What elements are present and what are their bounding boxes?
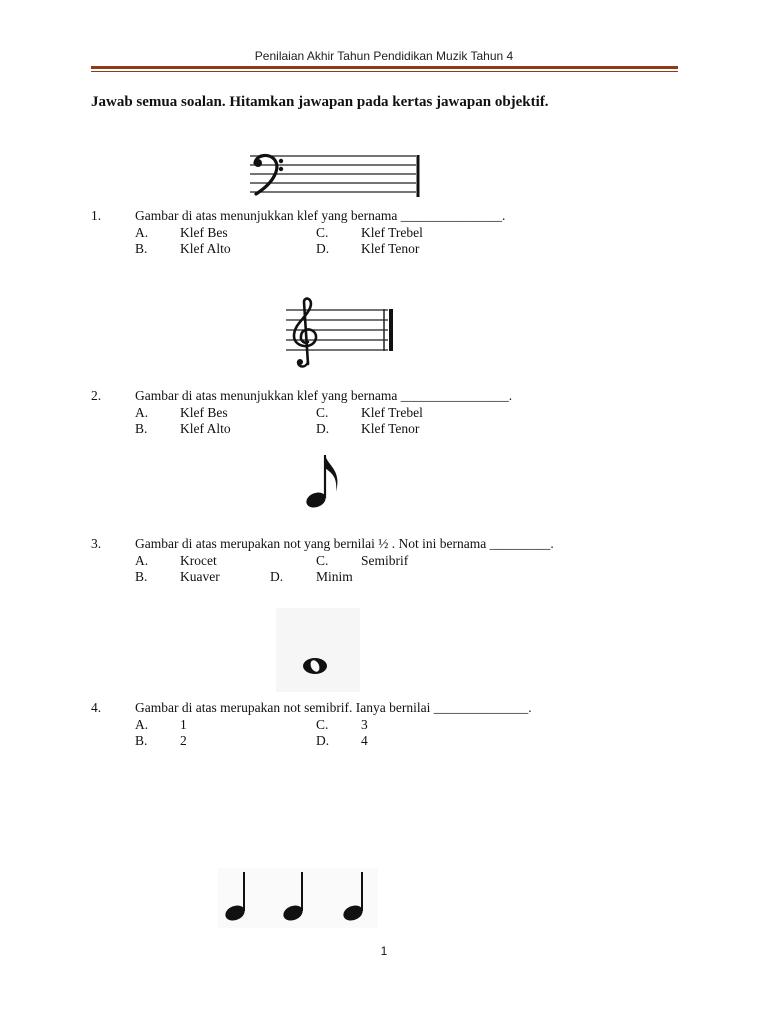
option-label: A. — [135, 404, 149, 420]
option-text: 1 — [180, 716, 187, 732]
option-label: D. — [316, 421, 330, 436]
question-number: 2. — [91, 388, 102, 403]
option-text: Kuaver — [180, 569, 220, 584]
question-number: 3. — [91, 536, 102, 551]
question-stem: Gambar di atas merupakan not semibrif. Ianya bernilai ______________. — [135, 700, 532, 715]
quaver-note-icon — [304, 455, 337, 510]
option-text: Minim — [316, 569, 353, 584]
treble-clef-icon — [294, 299, 316, 367]
option-label: A. — [135, 224, 149, 240]
question-stem: Gambar di atas merupakan not yang bernilai ½ . Not ini bernama _________. — [135, 536, 554, 551]
option-text: Klef Tenor — [361, 421, 420, 436]
option-label: C. — [316, 404, 329, 420]
option-text: Klef Alto — [180, 421, 231, 436]
question-4 — [91, 700, 691, 750]
question-stem: Gambar di atas menunjukkan klef yang bernama _______________. — [135, 208, 506, 223]
semibreve-note-icon — [303, 658, 327, 674]
option-label: C. — [316, 552, 329, 568]
option-label: D. — [316, 241, 330, 256]
option-label: C. — [316, 224, 329, 240]
question-stem: Gambar di atas menunjukkan klef yang bernama ________________. — [135, 388, 513, 403]
option-text: Klef Trebel — [361, 224, 423, 240]
bass-clef-icon — [254, 156, 283, 194]
option-text: 2 — [180, 733, 187, 748]
bass-clef-figure — [248, 150, 424, 200]
option-text: Klef Tenor — [361, 241, 420, 256]
quaver-note-figure — [300, 452, 344, 512]
option-text: Klef Alto — [180, 241, 231, 256]
question-3 — [91, 536, 691, 586]
question-2 — [91, 388, 691, 438]
option-label: C. — [316, 716, 329, 732]
treble-clef-figure — [284, 294, 398, 374]
semibreve-note-figure — [276, 608, 360, 692]
option-text: 4 — [361, 733, 368, 748]
option-label: A. — [135, 716, 149, 732]
option-text: 3 — [361, 716, 368, 732]
page-number: 1 — [380, 944, 388, 958]
option-text: Klef Bes — [180, 404, 228, 420]
option-label: B. — [135, 421, 148, 436]
crotchet-notes-figure — [218, 868, 378, 928]
option-text: Klef Trebel — [361, 404, 423, 420]
option-label: D. — [316, 733, 330, 748]
option-text: Krocet — [180, 552, 217, 568]
option-label: D. — [270, 569, 284, 584]
option-label: A. — [135, 552, 149, 568]
page-header-title: Penilaian Akhir Tahun Pendidikan Muzik Tahun 4 — [254, 49, 514, 63]
header-divider — [91, 66, 678, 69]
question-number: 4. — [91, 700, 102, 715]
option-label: B. — [135, 733, 148, 748]
option-text: Klef Bes — [180, 224, 228, 240]
question-1 — [91, 208, 691, 258]
question-number: 1. — [91, 208, 102, 223]
option-text: Semibrif — [361, 552, 409, 568]
option-label: B. — [135, 569, 148, 584]
instruction-text: Jawab semua soalan. Hitamkan jawapan pada kertas jawapan objektif. — [91, 94, 549, 110]
header-divider-thin — [91, 71, 678, 72]
option-label: B. — [135, 241, 148, 256]
